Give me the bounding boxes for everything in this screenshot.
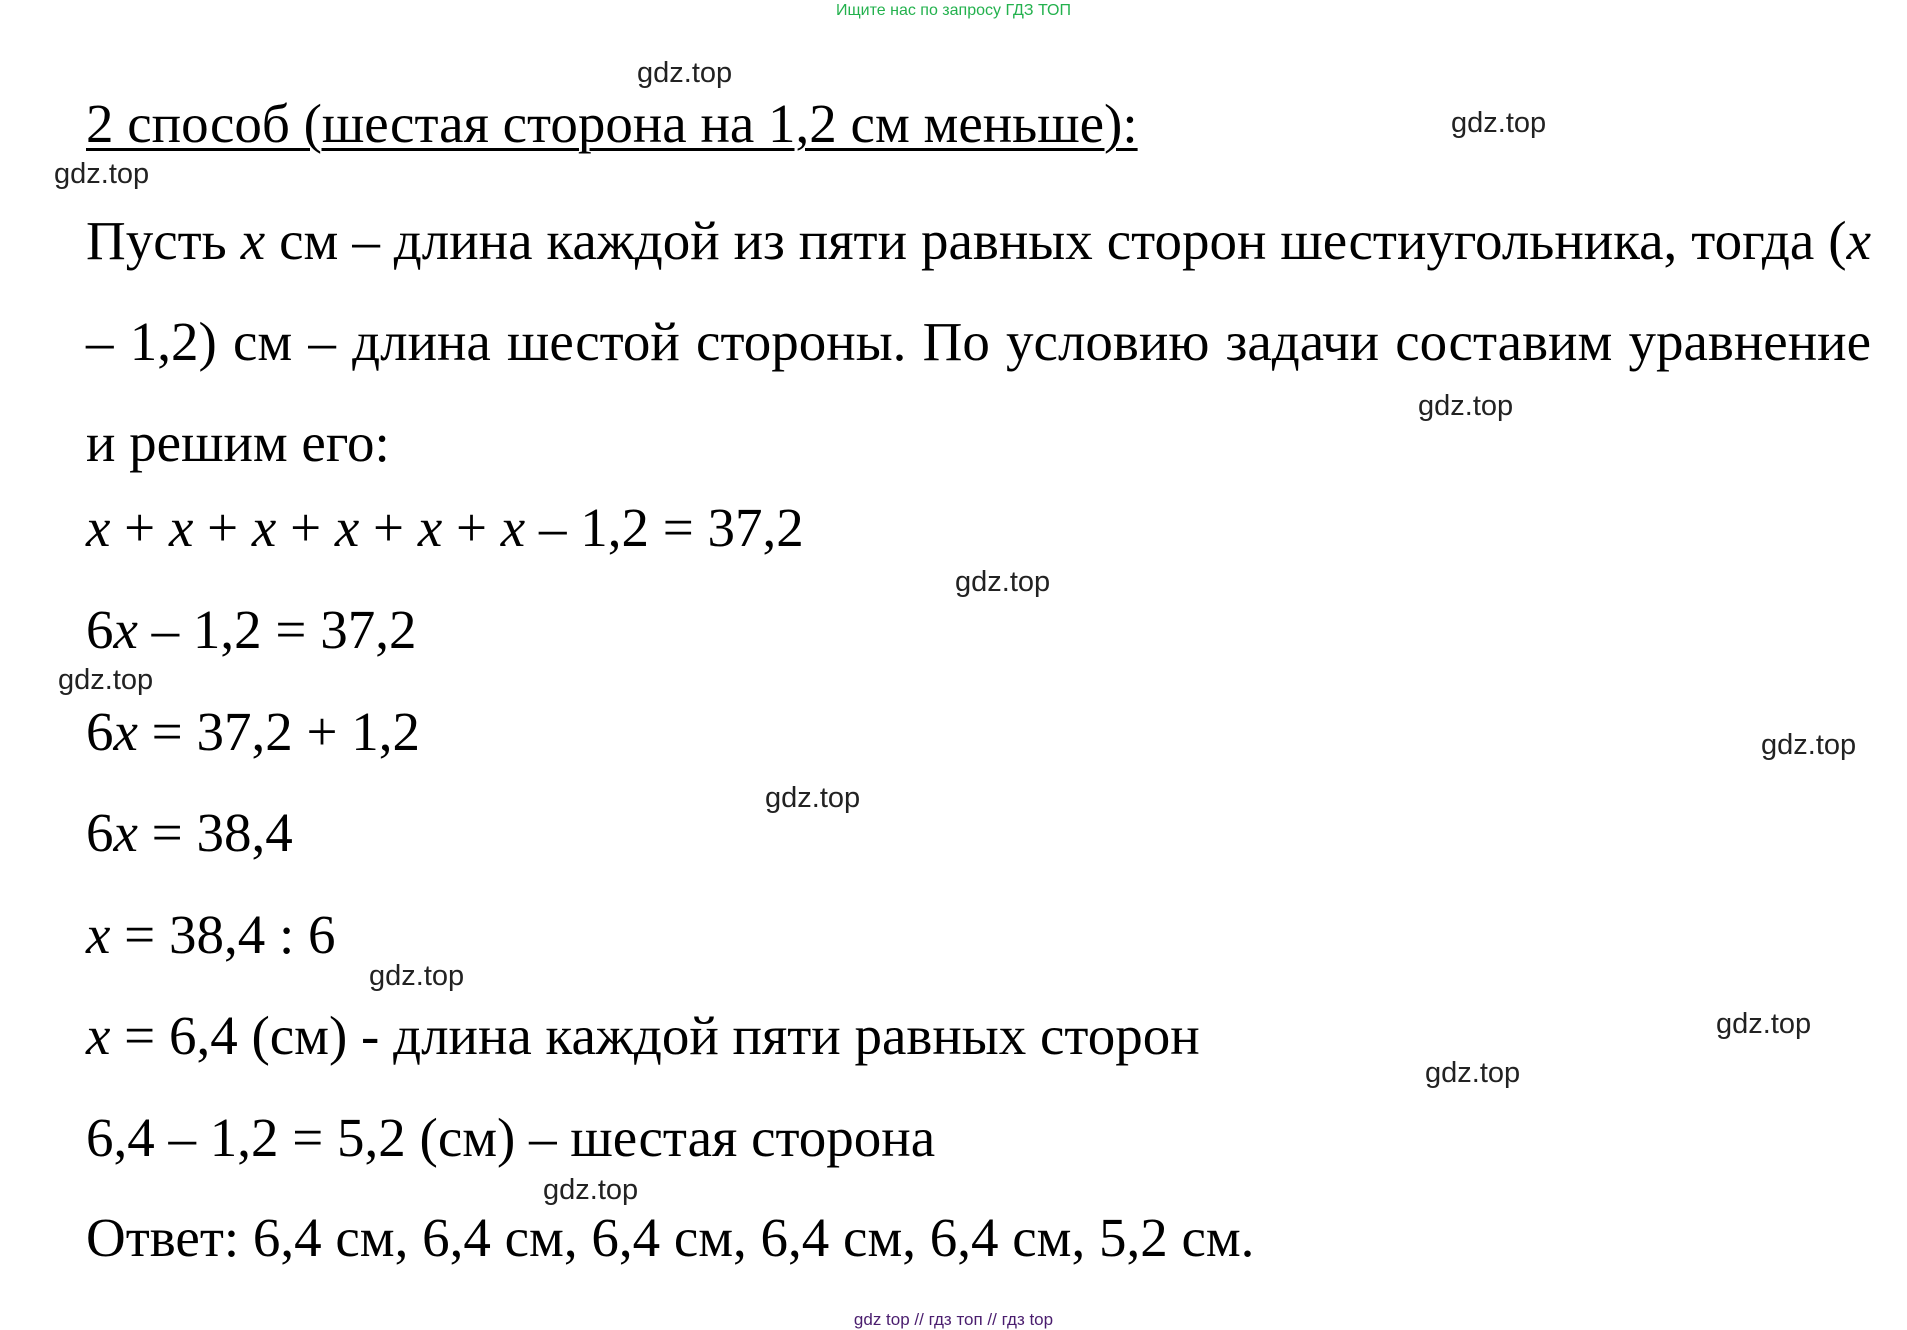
eq1-var: x [251,497,277,558]
watermark: gdz.top [1425,1057,1521,1089]
eq4-var: x [113,802,138,863]
watermark: gdz.top [955,566,1051,598]
answer-line: Ответ: 6,4 см, 6,4 см, 6,4 см, 6,4 см, 6,4 см, 5,2 см. [86,1207,1255,1268]
watermark: gdz.top [1451,107,1547,139]
watermark: gdz.top [54,158,150,190]
para-text-3: – 1,2) см – длина шестой стороны. По условию задачи составим уравнение и решим его: [86,311,1871,473]
eq5-rest: = 38,4 : 6 [110,904,336,965]
watermark: gdz.top [58,664,154,696]
equation-2 [86,598,416,662]
watermark: gdz.top [637,57,733,89]
eq3-var: x [113,701,138,762]
eq1-var: x [86,497,111,558]
equation-6 [86,1004,1200,1068]
watermark: gdz.top [1418,390,1514,422]
eq5-var: x [86,904,111,965]
eq1-op: + [442,497,501,558]
equation-1 [86,496,804,560]
eq2-rest: – 1,2 = 37,2 [137,599,417,660]
watermark: gdz.top [1761,729,1857,761]
equation-5 [86,903,335,967]
watermark: gdz.top [369,960,465,992]
eq1-op: + [359,497,418,558]
eq3-rest: = 37,2 + 1,2 [137,701,420,762]
eq1-op: + [193,497,252,558]
eq1-rest: – 1,2 = 37,2 [525,497,804,558]
equation-7: 6,4 – 1,2 = 5,2 (см) – шестая сторона [86,1107,936,1168]
eq6-var: x [86,1005,111,1066]
para-text-1: Пусть [86,210,241,271]
para-text-2: см – длина каждой из пяти равных сторон шестиугольника, тогда ( [265,210,1847,271]
eq6-rest: = 6,4 (см) - длина каждой пяти равных сторон [110,1005,1200,1066]
eq3-coef: 6 [86,701,114,762]
eq2-var: x [113,599,138,660]
watermark: gdz.top [1716,1008,1812,1040]
footer-links: gdz top // гдз топ // гдз top [853,1310,1054,1329]
watermark: gdz.top [543,1174,639,1206]
eq1-var: x [500,497,526,558]
eq4-coef: 6 [86,802,114,863]
eq1-var: x [168,497,194,558]
eq1-op: + [276,497,335,558]
equation-4 [86,801,293,865]
eq1-op: + [110,497,169,558]
eq1-var: x [417,497,443,558]
watermark: gdz.top [765,782,861,814]
para-var-2: x [1846,210,1871,271]
eq2-coef: 6 [86,599,114,660]
para-var-1: x [240,210,266,271]
equation-3 [86,700,420,764]
eq4-rest: = 38,4 [137,802,293,863]
eq1-var: x [334,497,360,558]
top-banner: Ищите нас по запросу ГДЗ ТОП [836,2,1071,19]
problem-paragraph [86,190,1871,493]
method-heading: 2 способ (шестая сторона на 1,2 см меньше): [86,93,1138,154]
